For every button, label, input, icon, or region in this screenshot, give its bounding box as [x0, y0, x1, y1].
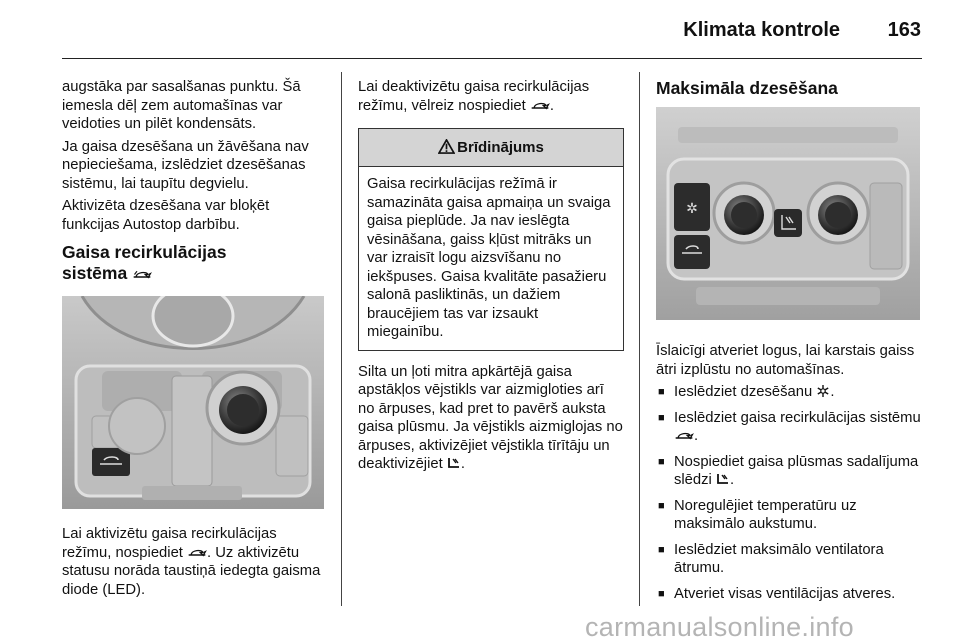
section-heading: [62, 242, 327, 284]
heading-line: Gaisa recirkulācijas: [62, 242, 227, 262]
list-item: [656, 541, 922, 578]
list-item: [656, 383, 922, 402]
list-item-text: .: [830, 384, 835, 400]
steps-list: [656, 383, 922, 603]
svg-text:✲: ✲: [686, 201, 698, 217]
caption: [62, 525, 327, 599]
list-item-text: Nospiediet gaisa plūsmas sadalījuma slēdzi: [674, 453, 919, 488]
paragraph: augstāka par sasalšanas punktu. Šā iemesla dēļ zem automašīnas var veidoties un pilēt kondensāts.: [62, 79, 301, 132]
paragraph-text: Silta un ļoti mitra apkārtējā gaisa apstākļos vējstikls var aizmigloties arī no ārpuses, kad pret to pavērš auksta gaisa plūsmu. Ja vējstikls aizmiglojas no ārpuses, aktivizējiet vējstikla tīrītāju un deaktivizējiet: [358, 363, 623, 472]
column-divider: [341, 72, 342, 606]
air-distribution-icon: [716, 472, 730, 486]
warning-box: [358, 128, 624, 351]
list-item-text: .: [694, 428, 699, 444]
paragraph: Aktivizēta dzesēšana var bloķēt funkcijas Autostop darbību.: [62, 198, 270, 233]
list-item: [656, 409, 922, 446]
recirculation-icon: [187, 547, 207, 558]
climate-panel-photo: [656, 107, 920, 320]
list-item-text: .: [729, 472, 735, 488]
paragraph-text: .: [549, 97, 555, 114]
list-item-text: Noregulējiet temperatūru uz maksimālo aukstumu.: [674, 497, 857, 532]
list-item: [656, 585, 922, 604]
paragraph-text: Lai deaktivizētu gaisa recirkulācijas režīmu, vēlreiz nospiediet: [358, 79, 590, 114]
paragraph: Ja gaisa dzesēšana un žāvēšana nav nepieciešama, izslēdziet dzesēšanas sistēmu, lai taupītu degvielu.: [62, 138, 309, 192]
column-divider: [639, 72, 640, 606]
warning-text: Gaisa recirkulācijas režīmā ir samazināta gaisa apmaiņa un svaiga gaisa pieplūde. Ja nav ieslēgta vēsināšana, gaiss kļūst mitrāks un var izraisīt logu aizsvīšanu no iekšpuses. Gaisa kvalitāte pasažieru salonā pasliktinās, un dažiem braucējiem tas var izsaukt miegainību.: [367, 176, 611, 340]
paragraph-text: .: [460, 456, 465, 472]
warning-header: [359, 129, 623, 167]
section-title: Klimata kontrole: [683, 19, 840, 41]
page-number: 163: [887, 19, 921, 41]
recirculation-icon: [674, 430, 694, 441]
watermark: carmanualsonline.info: [585, 612, 854, 642]
warning-triangle-icon: [438, 139, 455, 154]
climate-panel-photo: [62, 296, 324, 509]
warning-title: Brīdinājums: [457, 139, 544, 156]
list-item-text: Ieslēdziet maksimālo ventilatora ātrumu.: [674, 541, 884, 576]
list-item-text: Atveriet visas ventilācijas atveres.: [674, 585, 896, 602]
recirculation-icon: [132, 269, 152, 280]
column-3: [656, 78, 922, 610]
list-item: [656, 497, 922, 534]
header-rule: [62, 58, 922, 59]
list-item: [656, 453, 922, 490]
air-distribution-icon: [447, 456, 461, 470]
caption-text: Lai aktivizētu gaisa recirkulācijas režīmu, nospiediet: [62, 526, 277, 561]
list-item-text: Ieslēdziet dzesēšanu: [674, 384, 817, 400]
caption-text: . Uz aktivizētu statusu norāda taustiņā iedegta gaisma diode (LED).: [62, 544, 321, 598]
heading-line: sistēma: [62, 263, 128, 283]
paragraph: [358, 363, 624, 474]
paragraph: [358, 78, 624, 115]
snowflake-icon: [816, 384, 830, 398]
paragraph: Īslaicīgi atveriet logus, lai karstais gaiss ātri izplūstu no automašīnas.: [656, 343, 915, 378]
recirculation-icon: [530, 100, 550, 111]
column-2: [358, 78, 624, 478]
list-item-text: Ieslēdziet gaisa recirkulācijas sistēmu: [674, 409, 921, 426]
column-1: [62, 78, 327, 603]
section-heading: Maksimāla dzesēšana: [656, 78, 838, 98]
